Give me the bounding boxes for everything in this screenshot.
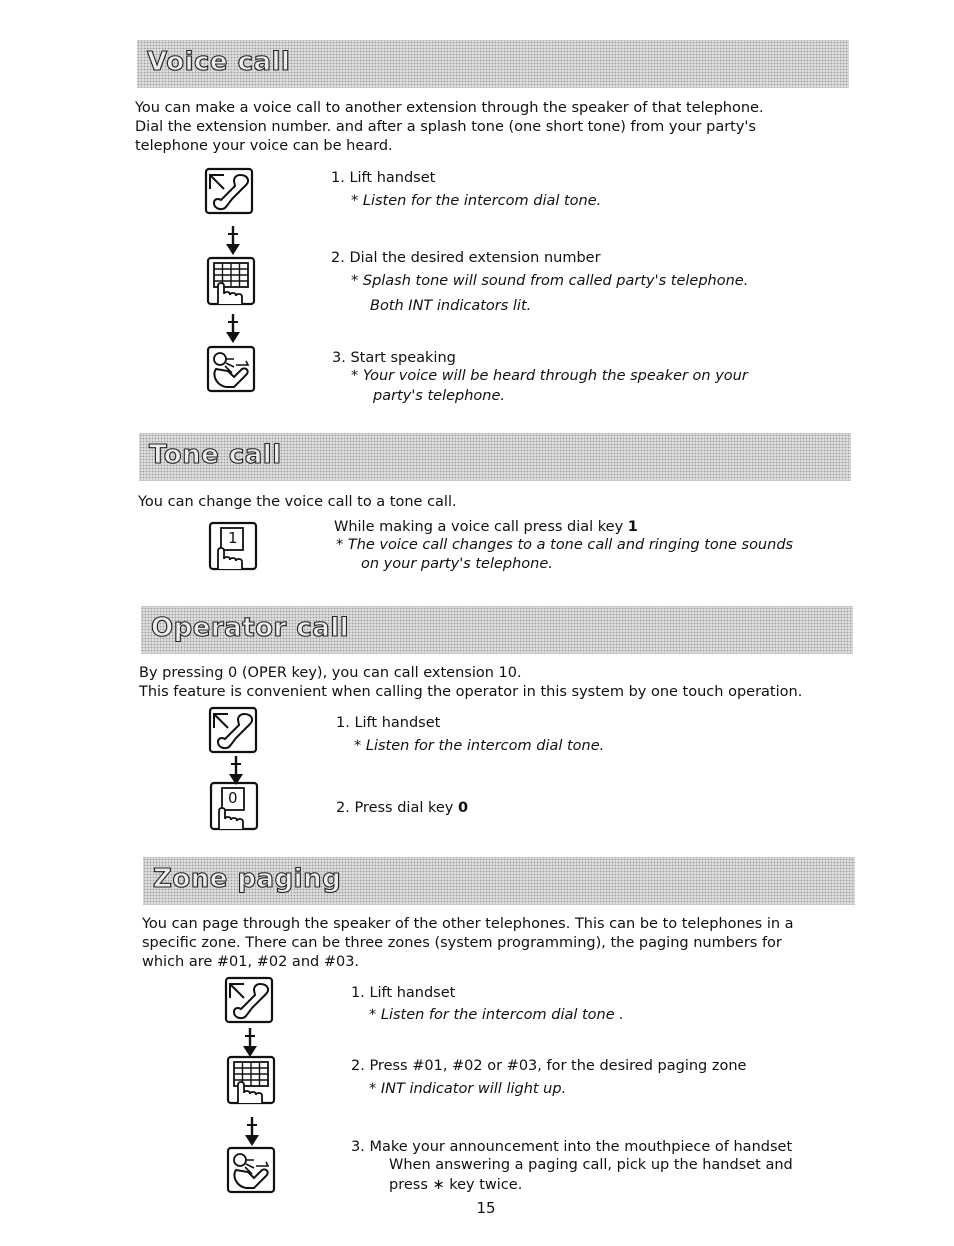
step-text: 3. Start speaking — [332, 350, 456, 366]
intro-line: You can change the voice call to a tone call. — [138, 494, 457, 510]
dial-key-0-icon — [209, 781, 259, 831]
intro-line: Dial the extension number. and after a splash tone (one short tone) from your party's — [135, 119, 756, 135]
section-title: Tone call — [149, 440, 282, 470]
section-banner-tone-call — [139, 433, 851, 481]
step-note: * Your voice will be heard through the speaker on your — [351, 368, 748, 384]
dial-key-1-icon — [208, 521, 258, 571]
step-note: on your party's telephone. — [361, 556, 553, 572]
step-note: * Splash tone will sound from called party's telephone. — [351, 273, 749, 289]
step-text: 2. Press dial key — [336, 800, 454, 816]
handset-lift-icon — [208, 706, 258, 754]
keypad-icon — [206, 256, 256, 306]
intro-line: You can make a voice call to another extension through the speaker of that telephone. — [135, 100, 764, 116]
dial-key-label: 0 — [228, 789, 238, 807]
intro-line: This feature is convenient when calling the operator in this system by one touch operation. — [139, 684, 803, 700]
intro-line: You can page through the speaker of the other telephones. This can be to telephones in a — [142, 916, 794, 932]
instruction-text: While making a voice call press dial key — [334, 519, 624, 535]
page-number: 15 — [476, 1199, 496, 1217]
step-text: 1. Lift handset — [351, 985, 456, 1001]
step-note: * INT indicator will light up. — [369, 1081, 567, 1097]
intro-line: telephone your voice can be heard. — [135, 138, 393, 154]
step-note: When answering a paging call, pick up the handset and — [389, 1157, 793, 1173]
section-banner-voice-call — [137, 40, 849, 88]
step-note: * Listen for the intercom dial tone. — [354, 738, 605, 754]
step-note: * Listen for the intercom dial tone . — [369, 1007, 624, 1023]
step-text: 1. Lift handset — [331, 170, 436, 186]
operator-step-2 — [336, 799, 468, 818]
arrow-down-icon — [225, 226, 241, 260]
intro-line: By pressing 0 (OPER key), you can call extension 10. — [139, 665, 522, 681]
handset-lift-icon — [224, 976, 274, 1024]
dial-key-value: 0 — [457, 800, 469, 816]
dial-key-label: 1 — [228, 529, 238, 547]
step-text: 2. Dial the desired extension number — [331, 250, 601, 266]
arrow-down-icon — [225, 314, 241, 348]
dial-key-value: 1 — [627, 519, 638, 535]
tone-call-instruction — [334, 518, 638, 537]
step-note: party's telephone. — [373, 388, 506, 404]
step-note: press ∗ key twice. — [389, 1177, 523, 1193]
keypad-icon — [226, 1055, 276, 1105]
step-note: * Listen for the intercom dial tone. — [351, 193, 602, 209]
handset-lift-icon — [204, 167, 254, 215]
section-title: Operator call — [151, 613, 350, 643]
intro-line: specific zone. There can be three zones (system programming), the paging numbers for — [142, 935, 782, 951]
section-banner-zone-paging — [143, 857, 855, 905]
section-title: Voice call — [147, 47, 291, 77]
step-note: Both INT indicators lit. — [370, 298, 532, 314]
step-note: * The voice call changes to a tone call and ringing tone sounds — [336, 537, 794, 553]
speaking-icon — [206, 345, 256, 393]
section-banner-operator-call — [141, 606, 853, 654]
intro-line: which are #01, #02 and #03. — [142, 954, 360, 970]
step-text: 1. Lift handset — [336, 715, 441, 731]
speaking-icon — [226, 1146, 276, 1194]
step-text: 3. Make your announcement into the mouthpiece of handset — [351, 1139, 793, 1155]
step-text: 2. Press #01, #02 or #03, for the desired paging zone — [351, 1058, 747, 1074]
section-title: Zone paging — [153, 864, 342, 894]
